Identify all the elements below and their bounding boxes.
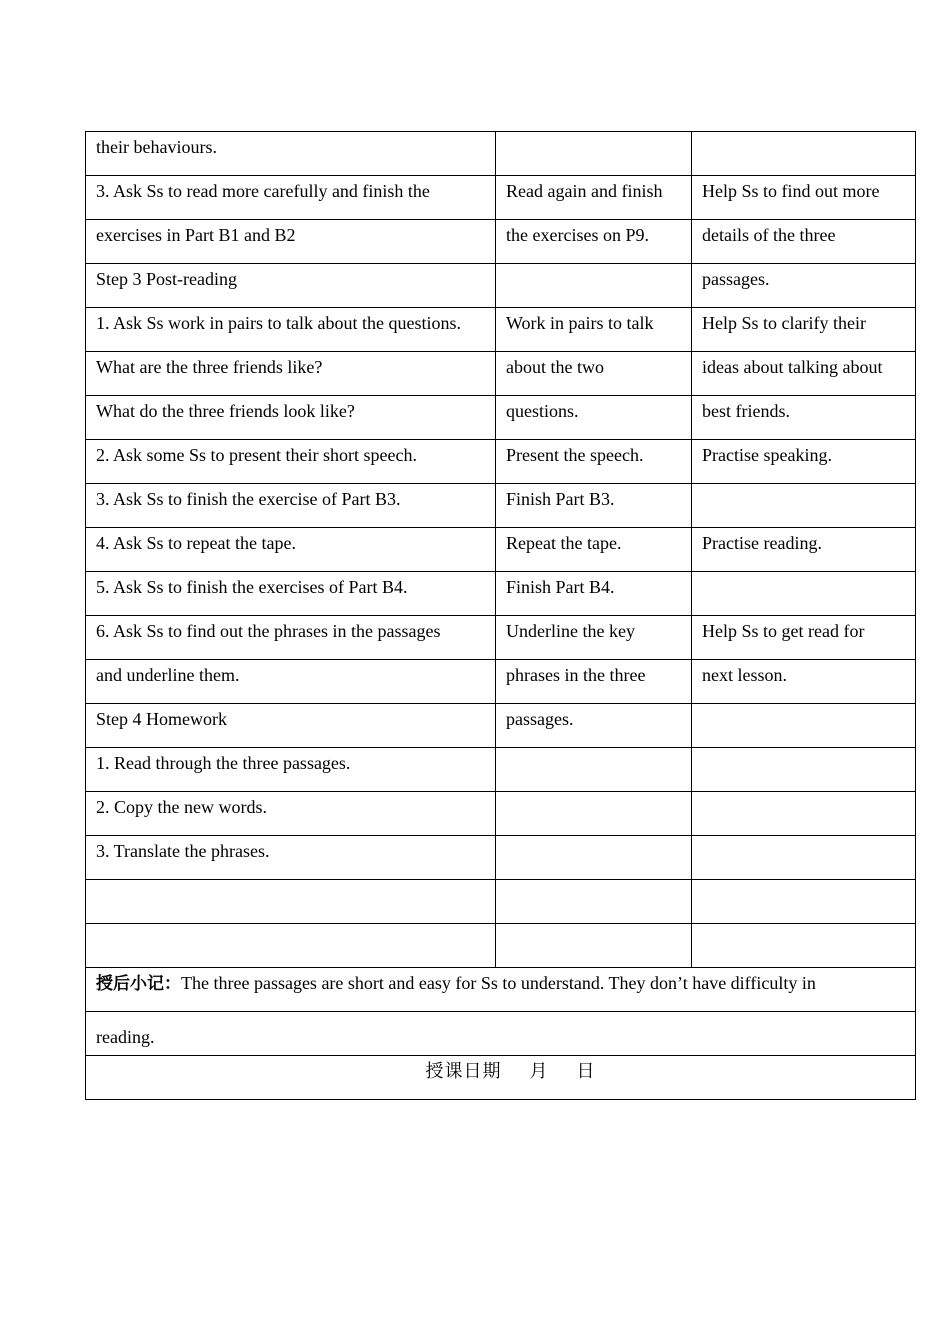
student-activity-cell [496,792,692,836]
table-row [86,880,916,924]
teacher-activity-cell: Step 4 Homework [86,704,496,748]
purpose-cell [692,924,916,968]
teacher-activity-cell: 1. Read through the three passages. [86,748,496,792]
table-row [86,572,916,616]
table-row [86,528,916,572]
summary-label: 授后小记： [96,974,181,994]
table-row [86,220,916,264]
teacher-activity-cell: 2. Copy the new words. [86,792,496,836]
table-row [86,396,916,440]
table-row [86,308,916,352]
table-row [86,704,916,748]
purpose-cell: Help Ss to find out more [692,176,916,220]
table-row [86,792,916,836]
teacher-activity-cell [86,924,496,968]
student-activity-cell [496,924,692,968]
date-label: 授课日期 [425,1061,502,1081]
teacher-activity-cell: and underline them. [86,660,496,704]
student-activity-cell: about the two [496,352,692,396]
teacher-activity-cell: 3. Ask Ss to finish the exercise of Part B3. [86,484,496,528]
student-activity-cell [496,836,692,880]
teacher-activity-cell: 3. Translate the phrases. [86,836,496,880]
table-row [86,748,916,792]
purpose-cell: best friends. [692,396,916,440]
purpose-cell [692,704,916,748]
purpose-cell [692,572,916,616]
student-activity-cell [496,880,692,924]
student-activity-cell [496,132,692,176]
student-activity-cell: passages. [496,704,692,748]
student-activity-cell: the exercises on P9. [496,220,692,264]
purpose-cell [692,880,916,924]
teacher-activity-cell: exercises in Part B1 and B2 [86,220,496,264]
table-row [86,132,916,176]
student-activity-cell [496,264,692,308]
student-activity-cell [496,748,692,792]
teacher-activity-cell: 5. Ask Ss to finish the exercises of Part B4. [86,572,496,616]
summary-continuation-row [86,1012,916,1056]
summary-text: The three passages are short and easy for Ss to understand. They don’t have difficulty in [181,973,816,993]
summary-continuation: reading. [96,1027,155,1047]
purpose-cell [692,132,916,176]
teacher-activity-cell: their behaviours. [86,132,496,176]
table-row [86,440,916,484]
purpose-cell: passages. [692,264,916,308]
table-footer [86,968,916,1100]
purpose-cell: next lesson. [692,660,916,704]
purpose-cell: Help Ss to get read for [692,616,916,660]
student-activity-cell: phrases in the three [496,660,692,704]
purpose-cell: Practise speaking. [692,440,916,484]
table-row [86,176,916,220]
date-month: 月 [529,1061,549,1081]
table-row [86,264,916,308]
teacher-activity-cell: 1. Ask Ss work in pairs to talk about the questions. [86,308,496,352]
teacher-activity-cell [86,880,496,924]
summary-cell [86,968,916,1012]
table-row [86,352,916,396]
date-cell [86,1056,916,1100]
teacher-activity-cell: 3. Ask Ss to read more carefully and finish the [86,176,496,220]
date-day: 日 [576,1061,596,1081]
purpose-cell [692,836,916,880]
student-activity-cell: Finish Part B3. [496,484,692,528]
table-row [86,660,916,704]
student-activity-cell: Repeat the tape. [496,528,692,572]
teacher-activity-cell: 4. Ask Ss to repeat the tape. [86,528,496,572]
table-row [86,616,916,660]
purpose-cell [692,792,916,836]
lesson-plan-table [85,131,916,1100]
table-row [86,484,916,528]
teacher-activity-cell: 2. Ask some Ss to present their short speech. [86,440,496,484]
summary-row [86,968,916,1012]
date-row [86,1056,916,1100]
purpose-cell: details of the three [692,220,916,264]
summary-continuation-cell [86,1012,916,1056]
student-activity-cell: Finish Part B4. [496,572,692,616]
purpose-cell [692,484,916,528]
table-row [86,924,916,968]
table-body [86,132,916,968]
student-activity-cell: Present the speech. [496,440,692,484]
purpose-cell: ideas about talking about [692,352,916,396]
teacher-activity-cell: What are the three friends like? [86,352,496,396]
purpose-cell: Practise reading. [692,528,916,572]
teacher-activity-cell: 6. Ask Ss to find out the phrases in the passages [86,616,496,660]
student-activity-cell: questions. [496,396,692,440]
teacher-activity-cell: What do the three friends look like? [86,396,496,440]
student-activity-cell: Underline the key [496,616,692,660]
student-activity-cell: Read again and finish [496,176,692,220]
purpose-cell: Help Ss to clarify their [692,308,916,352]
student-activity-cell: Work in pairs to talk [496,308,692,352]
table-row [86,836,916,880]
teacher-activity-cell: Step 3 Post-reading [86,264,496,308]
purpose-cell [692,748,916,792]
date-line [96,1062,905,1080]
